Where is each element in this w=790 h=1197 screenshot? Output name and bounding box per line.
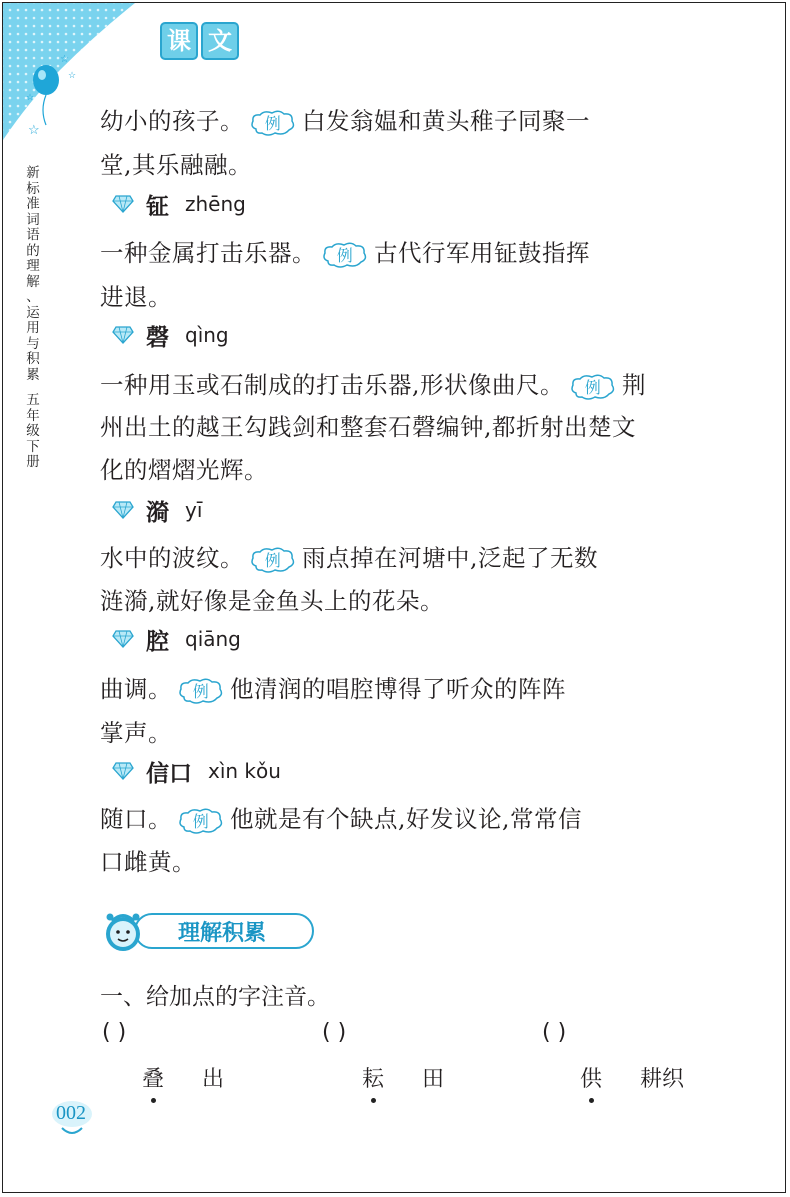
exercise-word: 叠 出 [142,1062,224,1093]
example-label: 例 [192,811,210,831]
example-label: 例 [264,550,282,570]
book-spine-title [22,166,44,471]
example-badge [176,677,226,705]
entry-heading [112,495,202,525]
answer-blank[interactable]: ( ) [102,1020,127,1045]
header-char: 文 [201,22,239,60]
diamond-icon [112,762,134,780]
text-line: 进退。 [100,283,172,311]
example-badge [248,546,298,574]
example-cloud-icon [320,241,370,269]
entry-word: 腔 [146,627,169,655]
text-line: 口雌黄。 [100,848,196,876]
entry-heading [112,320,229,350]
dotted-char: 叠 [142,1062,164,1093]
entry-pinyin: qiāng [185,627,241,651]
chapter-header [160,22,239,60]
spine-series: 新 标 准 词 语 的 理 解 、 运 用 与 积 累 [26,165,40,383]
exercise-question: 一、给加点的字注音。 [100,984,330,1010]
diamond-icon [112,326,134,344]
spine-grade: 五 年 级 下 册 [26,392,40,470]
svg-text:☆: ☆ [60,54,69,65]
text-line: 一种用玉或石制成的打击乐器,形状像曲尺。 例 荆 [100,371,646,399]
text-line: 州出土的越王勾践剑和整套石磬编钟,都折射出楚文 [100,413,636,441]
exercise-word: 供 耕织 [580,1062,684,1093]
entry-heading [112,189,246,219]
example-cloud-icon [176,677,226,705]
text-line: 化的熠熠光辉。 [100,456,268,484]
text-line: 曲调。 例 他清润的唱腔博得了听众的阵阵 [100,675,566,703]
example-cloud-icon [248,109,298,137]
diamond-icon [112,195,134,213]
dotted-char: 供 [580,1062,602,1093]
exercise-word: 耘 田 [362,1062,444,1093]
example-label: 例 [264,113,282,133]
text-line: 随口。 例 他就是有个缺点,好发议论,常常信 [100,805,582,833]
section-header [100,908,314,954]
entry-pinyin: xìn kǒu [208,759,281,783]
header-char: 课 [160,22,198,60]
text-line: 水中的波纹。 例 雨点掉在河塘中,泛起了无数 [100,544,598,572]
text-line: 掌声。 [100,719,172,747]
example-cloud-icon [248,546,298,574]
diamond-icon [112,630,134,648]
diamond-icon [112,501,134,519]
example-badge [568,373,618,401]
example-label: 例 [192,681,210,701]
page-number: 002 [56,1102,86,1125]
dotted-char: 耘 [362,1062,384,1093]
text-line: 堂,其乐融融。 [100,151,252,179]
answer-blank[interactable]: ( ) [542,1020,567,1045]
entry-heading [112,756,281,786]
entry-pinyin: yī [185,498,203,522]
example-badge [176,807,226,835]
example-cloud-icon [176,807,226,835]
text-line: 涟漪,就好像是金鱼头上的花朵。 [100,587,444,615]
svg-text:☆: ☆ [26,93,35,103]
example-label: 例 [584,377,602,397]
answer-blank[interactable]: ( ) [322,1020,347,1045]
entry-heading [112,624,241,654]
text-line: 一种金属打击乐器。 例 古代行军用钲鼓指挥 [100,239,590,267]
example-label: 例 [336,245,354,265]
entry-word: 漪 [146,498,169,526]
text-line: 幼小的孩子。 例 白发翁媪和黄头稚子同聚一 [100,107,590,135]
kid-mascot-icon [100,908,146,954]
example-badge [248,109,298,137]
svg-text:☆: ☆ [68,71,77,81]
example-badge [320,241,370,269]
svg-text:☆: ☆ [28,123,40,138]
section-title: 理解积累 [178,920,267,946]
entry-pinyin: zhēng [185,192,246,216]
entry-word: 磬 [146,323,169,351]
entry-word: 信口 [146,759,192,787]
example-cloud-icon [568,373,618,401]
entry-word: 钲 [146,192,169,220]
entry-pinyin: qìng [185,323,229,347]
